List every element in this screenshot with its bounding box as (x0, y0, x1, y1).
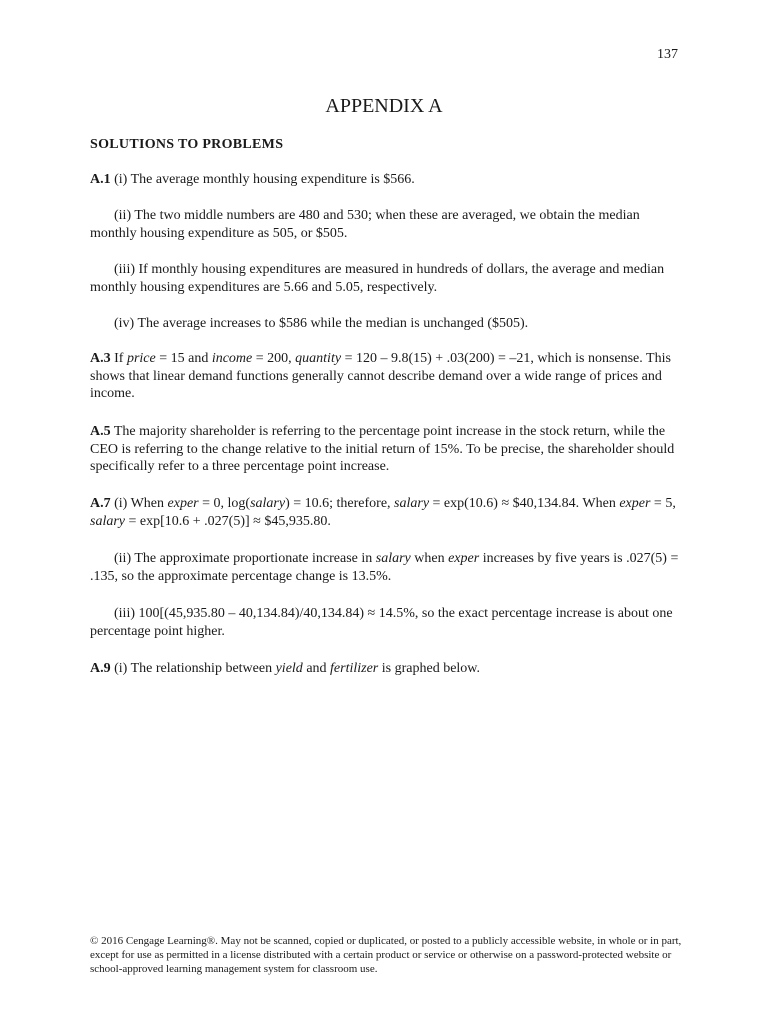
variable-exper: exper (167, 496, 199, 511)
problem-a7-part-iii: (iii) 100[(45,935.80 – 40,134.84)/40,134.84) ≈ 14.5%, so the exact percentage increase is about one percentage point higher. (90, 606, 673, 639)
variable-salary: salary (394, 496, 430, 511)
variable-salary: salary (375, 551, 411, 566)
problem-text: (i) The average monthly housing expenditure is $566. (114, 172, 415, 187)
text-run: = 0, log( (198, 496, 251, 511)
variable-income: income (211, 351, 253, 366)
text-run: ) = 10.6; therefore, (285, 496, 395, 511)
text-run: = 200, (252, 351, 296, 366)
problem-a1-part-i (90, 171, 680, 189)
variable-salary: salary (250, 496, 286, 511)
problem-label: A.1 (90, 172, 111, 187)
variable-yield: yield (275, 661, 303, 676)
page-number: 137 (657, 47, 678, 62)
text-run: is graphed below. (378, 661, 480, 676)
problem-a7-part-ii (90, 550, 680, 585)
variable-price: price (126, 351, 156, 366)
text-run: = 120 – 9.8(15) + .03(200) = –21, which is nonsense. This shows that linear demand functions generally cannot describe demand over a wide range of prices and income. (90, 351, 671, 401)
problem-label: A.5 (90, 424, 111, 439)
problem-a3 (90, 350, 680, 403)
problem-a1-part-ii: (ii) The two middle numbers are 480 and 530; when these are averaged, we obtain the median monthly housing expenditure as 505, or $505. (90, 208, 640, 241)
problem-a1-part-iii: (iii) If monthly housing expenditures are measured in hundreds of dollars, the average and median monthly housing expenditures are 5.66 and 5.05, respectively. (90, 262, 665, 295)
problem-a7-part-i (90, 495, 680, 530)
text-run: (i) When (110, 496, 168, 511)
text-run: = exp[10.6 + .027(5)] ≈ $45,935.80. (125, 513, 331, 529)
problem-label: A.9 (90, 661, 111, 676)
text-run: (i) The relationship between (110, 661, 276, 676)
text-run: when (410, 551, 449, 566)
text-run: If (110, 351, 127, 366)
variable-exper: exper (619, 496, 651, 511)
problem-label: A.3 (90, 351, 111, 366)
variable-quantity: quantity (295, 351, 342, 366)
text-run: = 15 and (155, 351, 212, 366)
text-run: = 5, (650, 496, 676, 511)
problem-a1-part-iv: (iv) The average increases to $586 while the median is unchanged ($505). (114, 316, 529, 331)
copyright-footer: © 2016 Cengage Learning®. May not be scanned, copied or duplicated, or posted to a publicly accessible website, in whole or in part, except for use as permitted in a license distributed with a certain product or service or otherwise on a password-protected website or school-approved learning management system for classroom use. (90, 935, 682, 975)
problem-a9-part-i (90, 660, 680, 678)
variable-fertilizer: fertilizer (330, 661, 379, 676)
variable-salary: salary (90, 513, 125, 529)
page-title: APPENDIX A (325, 95, 443, 117)
problem-label: A.7 (90, 496, 111, 511)
problem-text: The majority shareholder is referring to the percentage point increase in the stock return, while the CEO is referring to the change relative to the initial return of 15%. To be precise, the shareholder should specifically refer to a three percentage point increase. (90, 424, 675, 474)
section-heading: SOLUTIONS TO PROBLEMS (90, 137, 284, 152)
variable-exper: exper (448, 551, 480, 566)
text-run: and (302, 661, 331, 676)
text-run: = exp(10.6) ≈ $40,134.84. When (429, 496, 620, 511)
problem-a5 (90, 423, 680, 476)
text-run: (ii) The approximate proportionate increase in (114, 551, 376, 566)
text-run: increases by five years is .027(5) = .135, so the approximate percentage change is 13.5%. (90, 551, 679, 584)
